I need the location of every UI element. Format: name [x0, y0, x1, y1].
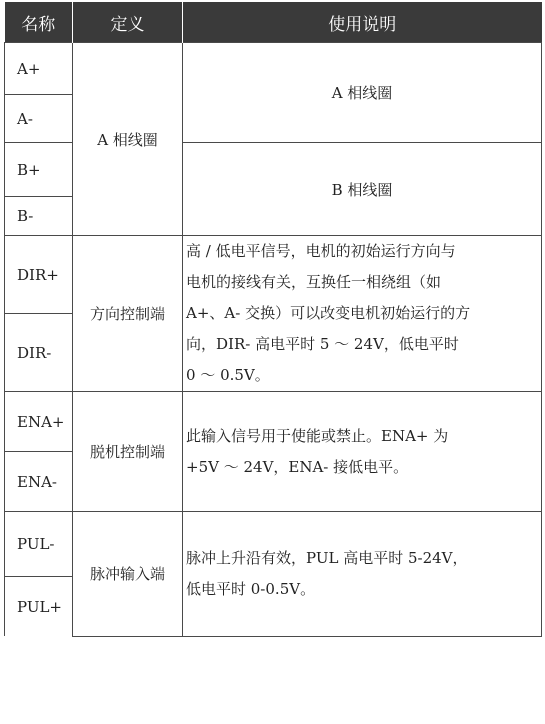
table-row [5, 236, 542, 314]
header-definition: 定义 [73, 2, 183, 43]
pin-name-dir-plus: DIR+ [5, 236, 73, 314]
usage-line: 电机的接线有关，互换任一相绕组（如 [186, 273, 442, 291]
pin-name-pul-plus: PUL+ [5, 577, 73, 637]
pin-name-a-plus: A+ [5, 43, 73, 95]
pin-name-a-minus: A- [5, 95, 73, 143]
usage-line: 0 ～ 0.5V。 [186, 366, 270, 384]
table-row [5, 392, 542, 452]
definition-pulse: 脉冲输入端 [73, 512, 183, 637]
pin-name-b-minus: B- [5, 197, 73, 236]
usage-a-phase: A 相线圈 [183, 43, 542, 143]
usage-line: 高 / 低电平信号，电机的初始运行方向与 [186, 242, 456, 260]
usage-pulse [183, 512, 542, 637]
usage-direction [183, 236, 542, 392]
definition-direction: 方向控制端 [73, 236, 183, 392]
header-name: 名称 [5, 2, 73, 43]
usage-line: 低电平时 0-0.5V。 [186, 579, 316, 598]
pin-name-dir-minus: DIR- [5, 314, 73, 392]
usage-b-phase: B 相线圈 [183, 143, 542, 236]
pin-name-b-plus: B+ [5, 143, 73, 197]
usage-line: A+、A- 交换）可以改变电机初始运行的方 [186, 304, 471, 322]
usage-line: 脉冲上升沿有效，PUL 高电平时 5-24V， [186, 548, 468, 567]
pin-name-ena-plus: ENA+ [5, 392, 73, 452]
usage-enable [183, 392, 542, 512]
table-header-row [5, 2, 542, 43]
usage-line: 此输入信号用于使能或禁止。ENA+ 为 [186, 426, 449, 445]
definition-enable: 脱机控制端 [73, 392, 183, 512]
definition-a-phase: A 相线圈 [73, 43, 183, 236]
usage-line: 向，DIR- 高电平时 5 ～ 24V，低电平时 [186, 335, 459, 353]
table-row [5, 512, 542, 577]
header-usage: 使用说明 [183, 2, 542, 43]
pin-name-pul-minus: PUL- [5, 512, 73, 577]
table-row [5, 43, 542, 95]
pin-name-ena-minus: ENA- [5, 452, 73, 512]
pin-definition-table [4, 2, 542, 637]
usage-line: +5V ～ 24V，ENA- 接低电平。 [186, 457, 409, 476]
